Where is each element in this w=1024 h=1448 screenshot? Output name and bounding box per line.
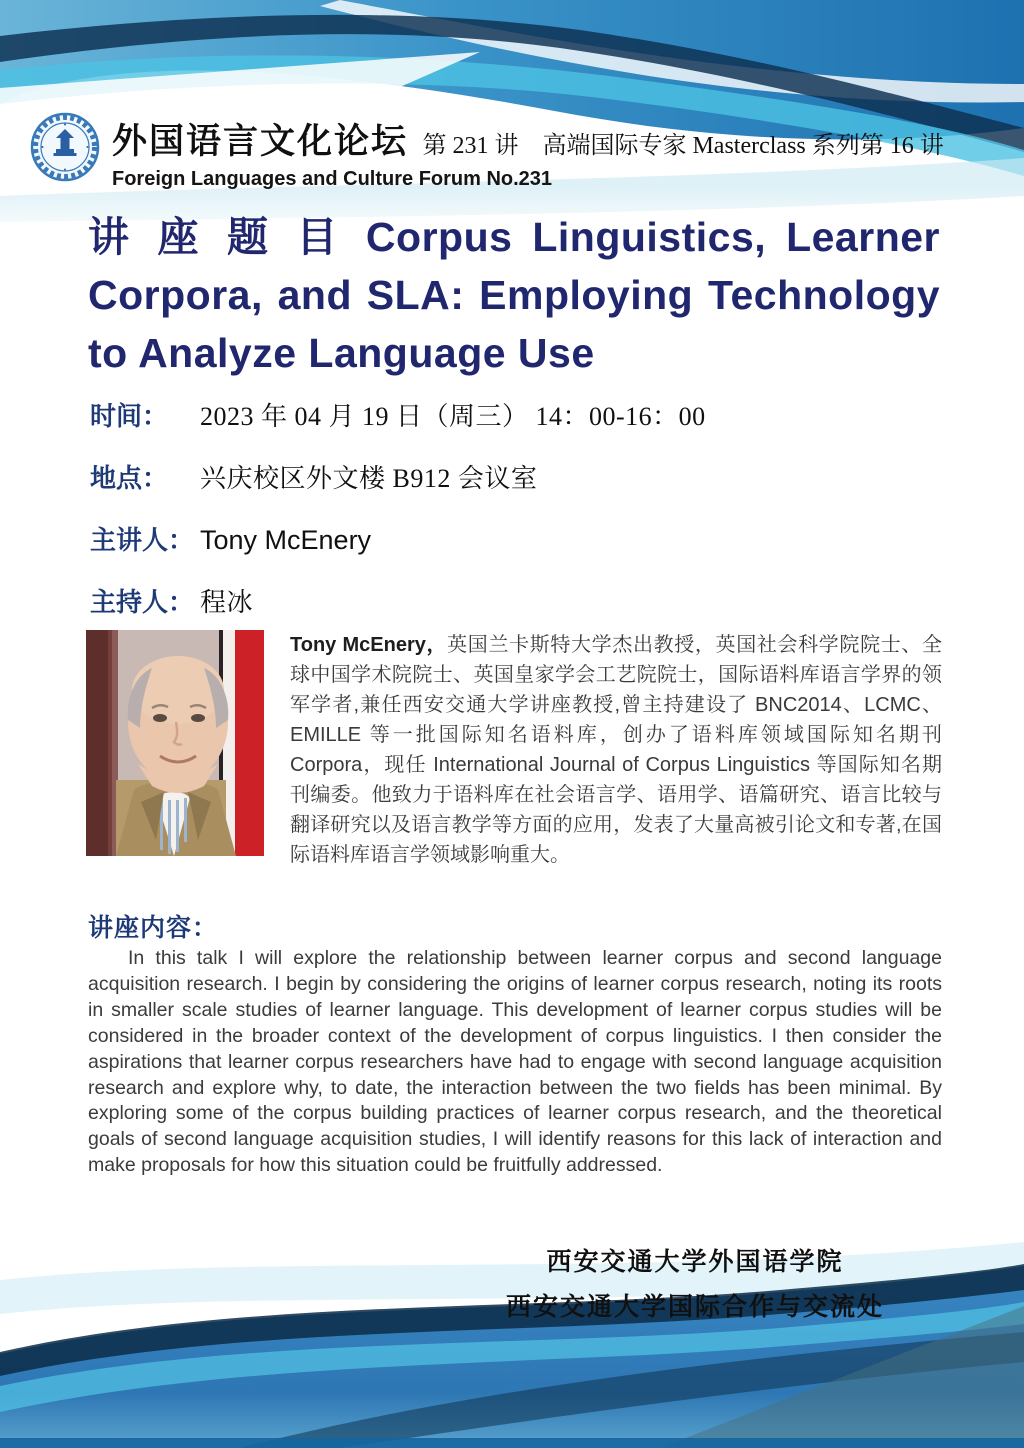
- forum-title-cn: 外国语言文化论坛: [112, 122, 409, 161]
- time-label: 时间：: [90, 402, 169, 431]
- footer-org-1: 西安交通大学外国语学院: [546, 1249, 844, 1276]
- host-label: 主持人：: [90, 588, 195, 617]
- header: [30, 112, 944, 191]
- header-text: [112, 112, 944, 191]
- speaker-name: Tony McEnery，: [290, 634, 448, 656]
- info-row-time: [90, 396, 960, 433]
- content-heading: 讲座内容：: [88, 915, 219, 942]
- lecture-title: [88, 208, 940, 382]
- speaker-bio-body: 英国兰卡斯特大学杰出教授，英国社会科学院院士、全球中国学术院院士、英国皇家学会工艺院院士，国际语料库语言学界的领军学者,兼任西安交通大学讲座教授,曾主持建设了 BNC2014、LCMC、EMILLE 等一批国际知名语料库，创办了语料库领域国际知名期刊 Corpora，现任 International Journal of Corpus Linguistics 等国际知名期刊编委。他致力于语料库在社会语言学、语用学、语篇研究、语言比较与翻译研究以及语言教学等方面的应用，发表了大量高被引论文和专著,在国际语料库语言学领域影响重大。: [290, 634, 943, 866]
- university-seal-logo: [30, 112, 100, 182]
- footer-organizations: [420, 1240, 970, 1330]
- speaker-bio-text: [290, 630, 942, 870]
- speaker-photo: [86, 630, 264, 856]
- lecture-abstract: In this talk I will explore the relationship between learner corpus and second language acquisition research. I begin by considering the origins of learner corpus research, noting its roots in smaller scale studies of learner language. This development of learner corpus studies will be considered in the broader context of the development of corpus linguistics. I then consider the aspirations that learner corpus researchers have had to engage with second language acquisition research and explore why, to date, the interaction between the two fields has been minimal. By exploring some of the corpus building practices of learner corpus research, and the theoretical goals of second language acquisition studies, I will identify reasons for this lack of interaction and make proposals for how this situation could be fruitfully addressed.: [88, 947, 942, 1177]
- lecture-title-line-1: 讲 座 题 目 Corpus Linguistics, Learner: [88, 214, 940, 260]
- speaker-label: 主讲人：: [90, 526, 195, 555]
- speaker-bio-section: [86, 630, 942, 870]
- location-label: 地点：: [90, 464, 169, 493]
- host-value: 程冰: [200, 588, 254, 617]
- info-row-host: [90, 582, 960, 619]
- lecture-title-line-2: Corpora, and SLA: Employing Technology: [88, 272, 940, 318]
- speaker-value: Tony McEnery: [200, 525, 372, 555]
- info-row-speaker: [90, 520, 960, 557]
- info-row-location: [90, 458, 960, 495]
- forum-title-en: Foreign Languages and Culture Forum No.231: [112, 168, 553, 190]
- forum-session-info: 第 231 讲 高端国际专家 Masterclass 系列第 16 讲: [422, 133, 944, 159]
- footer-org-2: 西安交通大学国际合作与交流处: [505, 1294, 884, 1321]
- lecture-info: [90, 396, 960, 644]
- lecture-title-line-3: to Analyze Language Use: [88, 330, 595, 376]
- time-value: 2023 年 04 月 19 日（周三） 14：00-16：00: [200, 402, 706, 431]
- location-value: 兴庆校区外文楼 B912 会议室: [200, 464, 538, 493]
- forum-title-line: [112, 114, 944, 164]
